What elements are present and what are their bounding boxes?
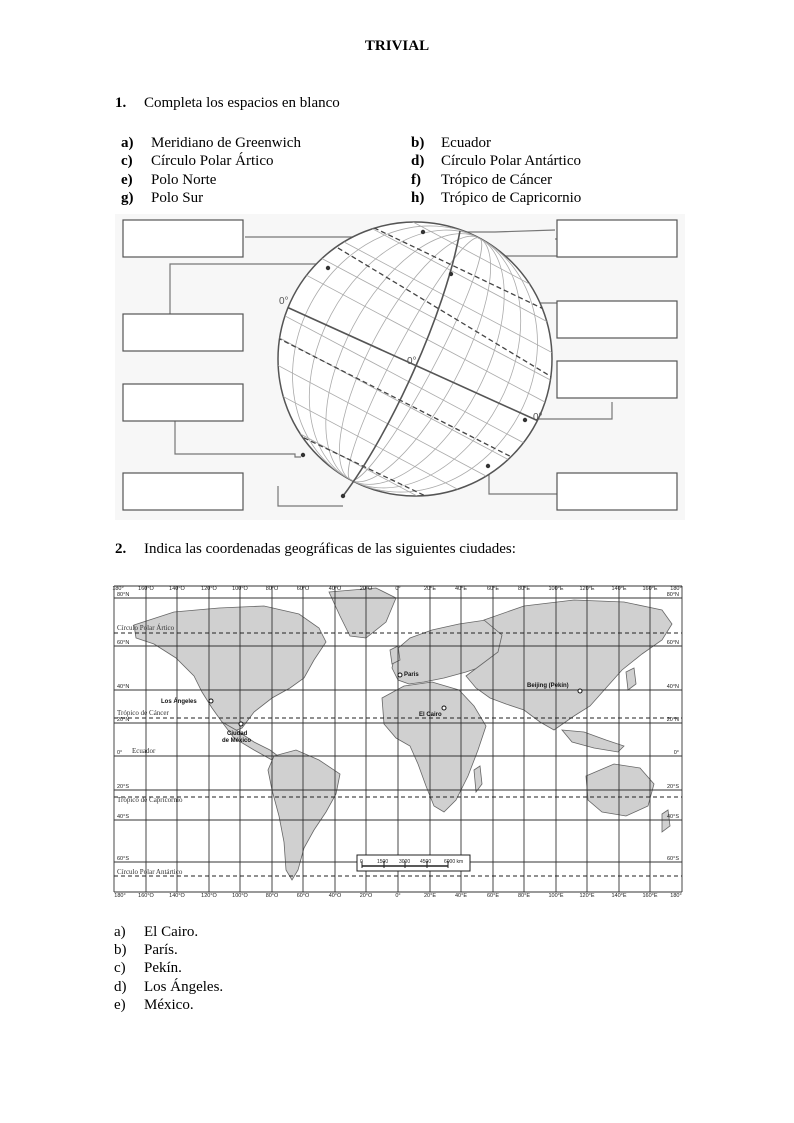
tropic-capricorn-label: Trópico de Capricornio [117,796,183,804]
lon-tick: 140°E [611,893,627,899]
scale-tick: 0 [360,859,363,865]
city-marker-cairo [442,706,446,710]
lon-tick: 160°E [642,893,658,899]
answer-item [114,979,223,996]
answer-text: El Cairo. [144,924,199,940]
city-label-mexico-1: Ciudad [227,731,248,737]
lon-tick: 140°O [169,586,185,592]
option-label: Meridiano de Greenwich [151,135,301,151]
city-label-paris: Paris [404,672,419,678]
lon-tick: 0° [395,586,401,592]
world-map [114,580,682,898]
answer-text: México. [144,997,194,1013]
lon-tick: 140°E [611,586,627,592]
option-f [411,172,552,189]
lon-tick: 120°O [201,893,217,899]
answer-box[interactable] [123,220,243,257]
option-letter: f) [411,172,421,188]
lon-tick: 180° [670,586,682,592]
point-marker [486,464,490,468]
globe-diagram [115,214,685,520]
lon-tick: 160°O [138,893,154,899]
lat-tick: 80°N [117,592,130,598]
lon-tick: 100°E [548,893,564,899]
lon-tick: 180° [112,586,124,592]
lon-tick: 40°O [328,893,342,899]
lat-tick: 20°N [666,717,679,723]
city-marker-paris [398,673,402,677]
lat-tick: 60°S [117,856,129,862]
lon-tick: 40°E [455,893,467,899]
lat-tick: 20°S [667,784,679,790]
lat-tick: 20°S [117,784,129,790]
lat-tick: 80°N [666,592,679,598]
lon-tick: 40°E [455,586,467,592]
city-label-cairo: El Cairo [419,712,442,718]
city-label-los-angeles: Los Ángeles [161,699,197,705]
option-a [121,135,301,152]
lon-tick: 100°E [548,586,564,592]
lon-tick: 0° [395,893,401,899]
antarctic-circle-label: Círculo Polar Antártico [117,868,183,876]
lon-tick: 120°E [579,586,595,592]
lon-tick: 20°E [424,893,436,899]
lat-tick: 60°N [117,640,130,646]
answer-letter: e) [114,997,126,1013]
answer-box[interactable] [123,473,243,510]
page-title: TRIVIAL [364,38,430,54]
answer-letter: a) [114,924,126,940]
lat-tick: 40°S [117,814,129,820]
option-c [121,153,273,170]
city-marker-beijing [578,689,582,693]
lat-tick: 0° [673,750,679,756]
scale-tick: 6000 km [444,859,464,865]
question-1-text: Completa los espacios en blanco [144,95,340,111]
option-label: Polo Norte [151,172,217,188]
lon-tick: 60°O [296,893,310,899]
answer-letter: b) [114,942,127,958]
option-letter: b) [411,135,425,151]
option-b [411,135,491,152]
option-letter: h) [411,190,425,206]
option-label: Polo Sur [151,190,204,206]
lon-tick: 40°O [328,586,342,592]
lat-tick: 40°S [667,814,679,820]
lon-tick: 160°E [642,586,658,592]
question-1-number: 1. [115,95,127,111]
equator-label: Ecuador [132,747,156,755]
lon-tick: 80°E [518,893,530,899]
lon-tick: 120°O [201,586,217,592]
answer-item [114,997,194,1014]
lon-tick: 60°E [487,893,499,899]
lon-tick: 60°O [296,586,310,592]
option-label: Trópico de Capricornio [441,190,582,206]
lon-tick: 160°O [138,586,154,592]
lat-tick: 0° [117,750,123,756]
scale-bar [357,855,470,871]
degree-label: 0° [279,296,289,307]
answer-box[interactable] [123,384,243,421]
lon-tick: 80°O [265,893,279,899]
scale-tick: 1500 [377,859,389,865]
point-marker [421,230,425,234]
point-marker [326,266,330,270]
point-marker [341,494,345,498]
city-label-beijing: Beijing (Pekín) [527,683,569,689]
tropic-cancer-label: Trópico de Cáncer [117,709,169,717]
lon-tick: 180° [670,893,682,899]
degree-label: 0° [407,356,417,367]
lon-tick: 20°O [359,586,373,592]
lon-tick: 140°O [169,893,185,899]
scale-tick: 4500 [420,859,432,865]
option-label: Círculo Polar Antártico [441,153,581,169]
option-h [411,190,581,207]
point-marker [523,418,527,422]
option-letter: g) [121,190,134,206]
city-marker-mexico [239,722,243,726]
lon-tick: 80°E [518,586,530,592]
degree-label: 0° [533,412,543,423]
answer-box[interactable] [557,220,677,257]
answer-letter: c) [114,960,126,976]
lat-tick: 40°N [666,684,679,690]
arctic-circle-label: Círculo Polar Ártico [117,624,175,632]
answer-item [114,942,178,959]
option-letter: c) [121,153,133,169]
answer-item [114,924,198,941]
answer-item [114,960,182,977]
city-label-mexico-2: de México [222,738,252,744]
scale-tick: 3000 [399,859,411,865]
answer-box[interactable] [123,314,243,351]
answer-text: Pekín. [144,960,182,976]
answer-box[interactable] [557,361,677,398]
city-marker-los-angeles [209,699,213,703]
lon-tick: 60°E [487,586,499,592]
option-label: Ecuador [441,135,491,151]
lon-tick: 180° [114,893,126,899]
lon-tick: 100°O [232,893,248,899]
lon-tick: 120°E [579,893,595,899]
question-2-text: Indica las coordenadas geográficas de las siguientes ciudades: [144,541,516,557]
point-marker [301,453,305,457]
lat-tick: 20°N [117,717,130,723]
option-label: Círculo Polar Ártico [151,153,274,169]
lat-tick: 60°N [666,640,679,646]
point-marker [449,272,453,276]
lon-tick: 20°O [359,893,373,899]
answer-box[interactable] [557,473,677,510]
question-2-number: 2. [115,541,127,557]
option-letter: e) [121,172,133,188]
option-letter: a) [121,135,134,151]
answer-text: París. [144,942,178,958]
lat-tick: 60°S [667,856,679,862]
answer-letter: d) [114,979,127,995]
option-label: Trópico de Cáncer [441,172,553,188]
option-e [121,172,216,189]
option-g [121,190,203,207]
option-d [411,153,581,170]
lon-tick: 20°E [424,586,436,592]
answer-text: Los Ángeles. [144,979,224,995]
lat-tick: 40°N [117,684,130,690]
option-letter: d) [411,153,425,169]
answer-box[interactable] [557,301,677,338]
lon-tick: 100°O [232,586,248,592]
lon-tick: 80°O [265,586,279,592]
